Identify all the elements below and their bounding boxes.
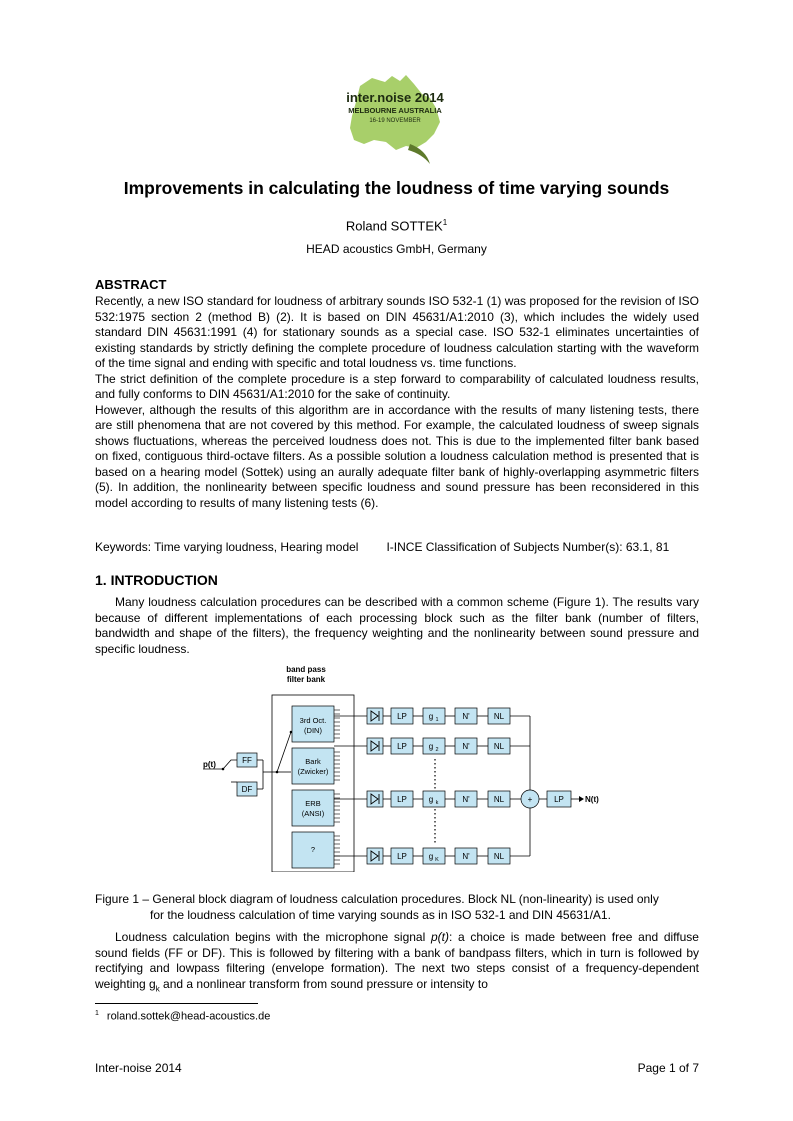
- filter-bark: [292, 748, 334, 784]
- filter-label: 3rd Oct.: [299, 716, 327, 725]
- logo-line1: inter.noise 2014: [346, 90, 444, 105]
- weighting-block: [423, 791, 445, 807]
- affiliation: HEAD acoustics GmbH, Germany: [306, 242, 487, 256]
- body-text: and a nonlinear transform from sound pressure or intensity to: [159, 976, 488, 991]
- footer-conference: Inter-noise 2014: [95, 1061, 182, 1075]
- nl-label: NL: [493, 852, 505, 861]
- caption-line: Figure 1 – General block diagram of loudness calculation procedures. Block NL (non-linearity) is used only: [95, 892, 659, 906]
- channel-row: [334, 791, 510, 807]
- df-label: DF: [241, 785, 253, 794]
- footnote-mark: 1: [95, 1010, 99, 1017]
- output-label: N(t): [585, 795, 599, 804]
- figure-caption: [95, 891, 699, 923]
- weighting-label: g: [428, 795, 434, 804]
- filter-label: Bark: [305, 757, 321, 766]
- filter-label: ?: [310, 845, 316, 854]
- abstract-paragraph: Recently, a new ISO standard for loudness of arbitrary sounds ISO 532-1 (1) was proposed for the revision of ISO 532:1975 section 2 (method B) (2). It is based on DIN 45631/A1:2010 (3), which includes the widely used standard DIN 45631:1991 (4) for stationary sounds as a special case. ISO 532-1 eliminates uncertainties of existing standards by strictly defining the complete procedure of loudness calculation starting with the waveform of the time signal and ending with specific and total loudness vs. time functions.: [95, 294, 699, 370]
- n-prime-label: N': [462, 742, 470, 751]
- logo-line2: MELBOURNE AUSTRALIA: [348, 106, 442, 115]
- classification: I-INCE Classification of Subjects Number(s): 63.1, 81: [386, 540, 670, 554]
- keywords: Keywords: Time varying loudness, Hearing model: [95, 540, 359, 554]
- n-prime-label: N': [462, 795, 470, 804]
- weighting-block: [423, 848, 445, 864]
- filter-sublabel: (Zwicker): [297, 767, 329, 776]
- rectifier-block: [367, 738, 383, 754]
- input-label: p(t): [203, 760, 216, 769]
- weighting-block: [423, 708, 445, 724]
- rectifier-block: [367, 848, 383, 864]
- weighting-label: g: [428, 742, 434, 751]
- caption-line: for the loudness calculation of time varying sounds as in ISO 532-1 and DIN 45631/A1.: [150, 908, 611, 922]
- abstract-paragraph: However, although the results of this algorithm are in accordance with the results of many listening tests, there are still phenomena that are not covered by this method. For example, the calculated loudness of sweep signals shows fluctuations, whereas the perceived loudness does not. This is due to the implemented filter bank based on fixed, contiguous third-octave filters. As a possible solution a loudness calculation method is presented that is based on a hearing model (Sottek) using an aurally adequate filter bank of highly-overlapping asymmetric filters (5). In addition, the nonlinearity between specific loudness and sound pressure has been reconsidered in this model according to results of many listening tests (6).: [95, 402, 699, 510]
- lp-label: LP: [397, 795, 407, 804]
- filter-erb: [292, 790, 334, 826]
- filter-sublabel: (DIN): [304, 726, 322, 735]
- weighting-block: [423, 738, 445, 754]
- weighting-label: g: [428, 852, 434, 861]
- lp-label: LP: [397, 742, 407, 751]
- section-heading: 1. INTRODUCTION: [95, 572, 218, 588]
- author-line: [0, 218, 793, 233]
- body-text: Loudness calculation begins with the microphone signal: [115, 930, 431, 944]
- channel-row: [334, 738, 510, 754]
- weighting-subscript: 2: [435, 747, 439, 753]
- channel-row: [334, 708, 510, 724]
- filter-label: ERB: [305, 799, 321, 808]
- weighting-subscript: 1: [435, 717, 439, 723]
- intro-paragraph: Many loudness calculation procedures can be described with a common scheme (Figure 1). The results vary because of different implementations of each processing block such as the filter bank (number of filters, bandwidth and shape of the filters), the frequency weighting and the nonlinearity between sound pressure and specific loudness.: [95, 595, 699, 656]
- body-signal: p(t): [430, 930, 449, 944]
- boomerang-shape: [408, 144, 430, 164]
- body-paragraph: [95, 930, 699, 996]
- filter-sublabel: (ANSI): [301, 809, 325, 818]
- bank-title-line1: band pass: [286, 665, 326, 674]
- final-lp-label: LP: [554, 795, 564, 804]
- rectifier-block: [367, 708, 383, 724]
- weighting-subscript: K: [435, 857, 439, 863]
- footnote-rule: [95, 1003, 258, 1004]
- keywords-line: [95, 540, 699, 556]
- filter-unknown: [292, 832, 334, 868]
- plus-label: +: [527, 795, 533, 804]
- abstract-heading: ABSTRACT: [95, 277, 167, 292]
- conference-logo: [330, 72, 460, 172]
- nl-label: NL: [493, 742, 505, 751]
- paper-title: Improvements in calculating the loudness of time varying sounds: [123, 178, 670, 198]
- lp-label: LP: [397, 712, 407, 721]
- bank-title-line2: filter bank: [286, 675, 326, 684]
- footnote-email: roland.sottek@head-acoustics.de: [106, 1010, 271, 1023]
- author-footnote-mark: 1: [442, 218, 448, 227]
- footer-page-number: Page 1 of 7: [637, 1061, 699, 1075]
- ff-label: FF: [242, 756, 252, 765]
- lp-label: LP: [397, 852, 407, 861]
- filter-3rd-oct: [292, 706, 334, 742]
- n-prime-label: N': [462, 852, 470, 861]
- body-subscript: k: [155, 983, 160, 993]
- channel-row: [334, 848, 510, 864]
- abstract-paragraph: The strict definition of the complete procedure is a step forward to comparability of calculated loudness results, and fully conforms to DIN 45631/A1:2010 for the sake of continuity.: [95, 371, 699, 401]
- weighting-label: g: [428, 712, 434, 721]
- footnote: [95, 1010, 270, 1023]
- author-name: Roland SOTTEK: [345, 218, 443, 234]
- rectifier-block: [367, 791, 383, 807]
- logo-line3: 16-19 NOVEMBER: [369, 118, 421, 124]
- n-prime-label: N': [462, 712, 470, 721]
- nl-label: NL: [493, 795, 505, 804]
- nl-label: NL: [493, 712, 505, 721]
- body-text: : a choice is made between free and diffuse sound fields (FF or DF). This is followed by filtering with a bank of bandpass filters, which in turn is followed by rectifying and lowpass filtering (envelope formation). The next two steps consist of a frequency-dependent weighting g: [95, 930, 699, 991]
- abstract-body: [95, 294, 699, 511]
- figure-1-block-diagram: [195, 662, 615, 872]
- weighting-subscript: k: [435, 800, 439, 806]
